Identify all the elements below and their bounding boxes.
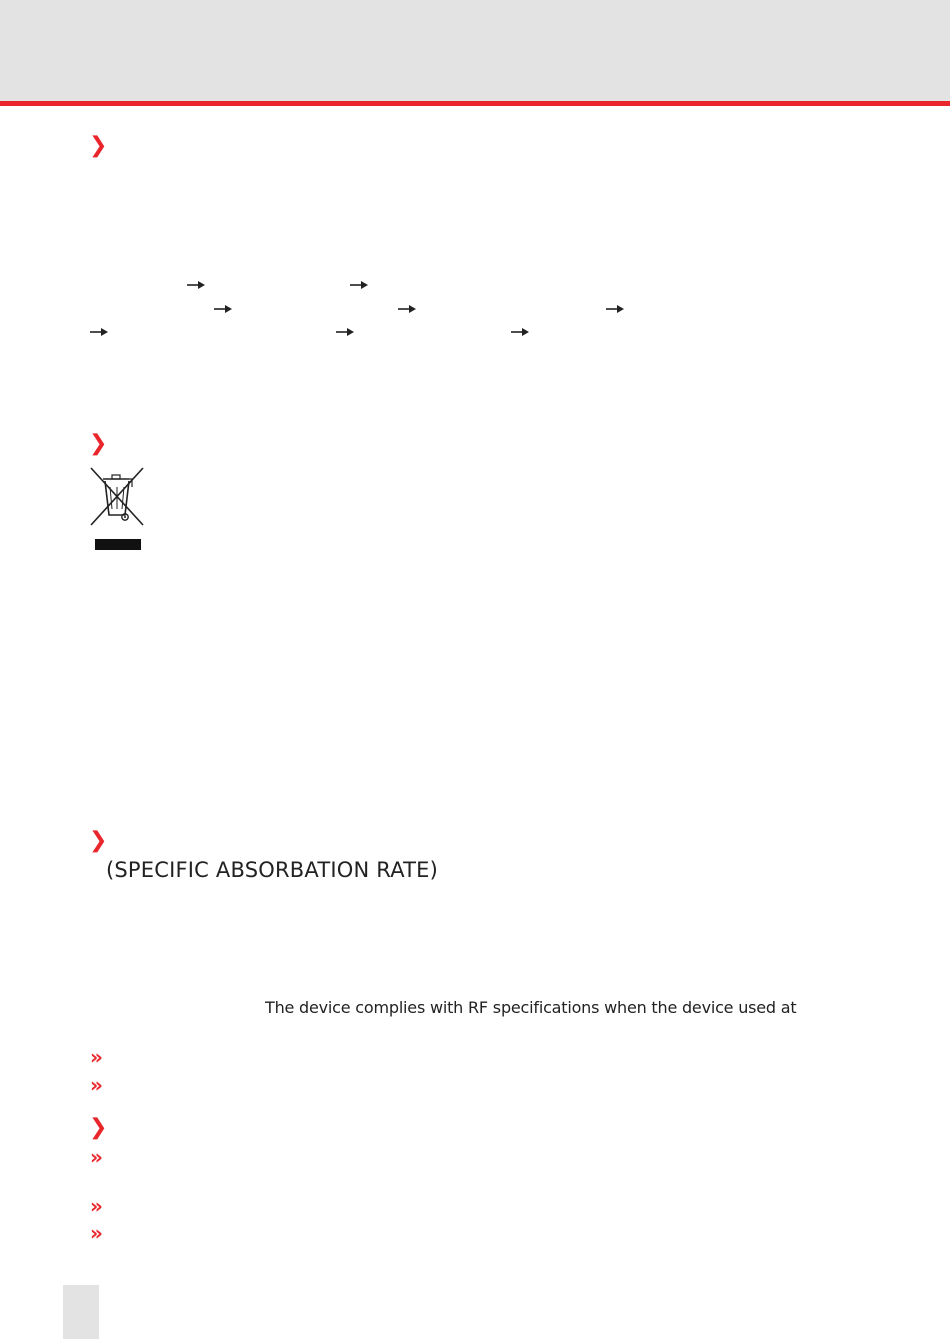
section-bullet-icon: ❯ — [89, 133, 108, 158]
header-accent-rule — [0, 101, 950, 106]
arrow-right-icon — [606, 304, 624, 314]
arrow-right-icon — [214, 304, 232, 314]
section-bullet-icon: ❯ — [89, 1115, 108, 1140]
rf-compliance-text: The device complies with RF specifications when the device used at — [265, 998, 797, 1017]
arrow-right-icon — [90, 327, 108, 337]
header-band — [0, 0, 950, 101]
arrow-right-icon — [511, 327, 529, 337]
sar-heading: (SPECIFIC ABSORBATION RATE) — [106, 858, 439, 882]
list-bullet-icon: » — [90, 1194, 103, 1218]
crossed-out-wheelie-bin-icon — [88, 465, 146, 553]
list-bullet-icon: » — [90, 1145, 103, 1169]
page-number-tab — [63, 1285, 99, 1339]
arrow-right-icon — [350, 280, 368, 290]
list-bullet-icon: » — [90, 1045, 103, 1069]
arrow-right-icon — [398, 304, 416, 314]
section-bullet-icon: ❯ — [89, 828, 108, 853]
arrow-right-icon — [187, 280, 205, 290]
list-bullet-icon: » — [90, 1073, 103, 1097]
arrow-right-icon — [336, 327, 354, 337]
section-bullet-icon: ❯ — [89, 431, 108, 456]
list-bullet-icon: » — [90, 1221, 103, 1245]
